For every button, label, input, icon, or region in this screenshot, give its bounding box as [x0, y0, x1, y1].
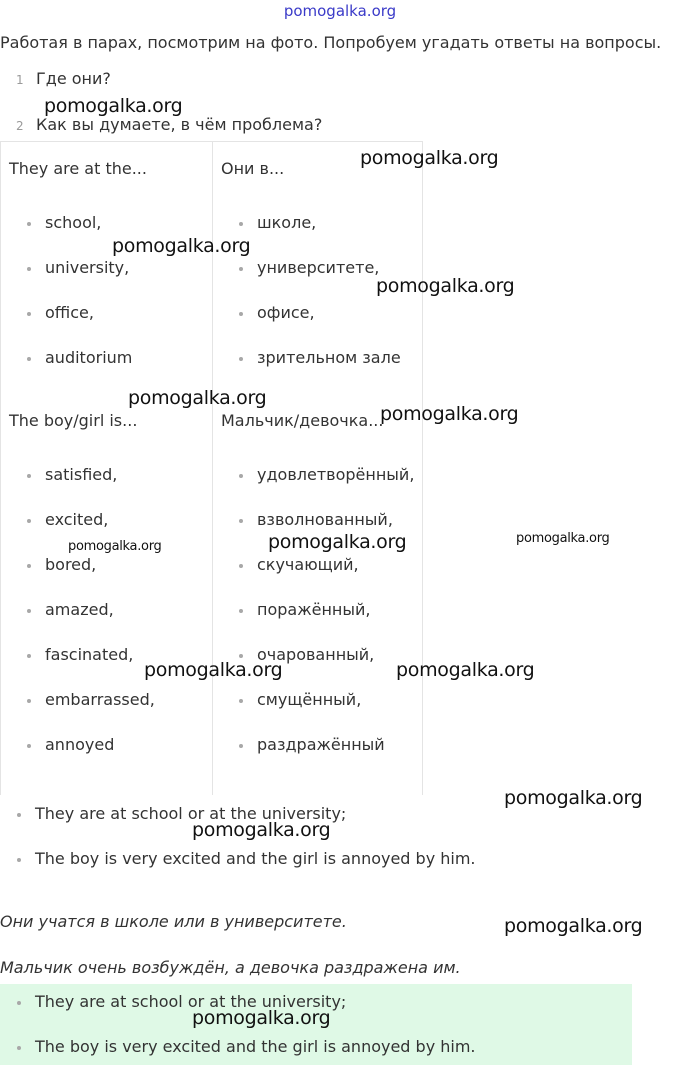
- intro-text: Работая в парах, посмотрим на фото. Попробуем угадать ответы на вопросы.: [0, 33, 662, 52]
- watermark: pomogalka.org: [268, 531, 407, 553]
- highlight-answer-item: The boy is very excited and the girl is annoyed by him.: [35, 1037, 476, 1056]
- question-1: [16, 69, 111, 88]
- places-en-item: auditorium: [45, 348, 133, 367]
- places-ru-item: школе,: [257, 213, 317, 232]
- places-en-item: office,: [45, 303, 94, 322]
- places-en-item: school,: [45, 213, 102, 232]
- watermark: pomogalka.org: [516, 531, 610, 546]
- answer-item: The boy is very excited and the girl is annoyed by him.: [35, 849, 476, 868]
- feelings-ru-heading: Мальчик/девочка...: [221, 411, 384, 430]
- site-header-link[interactable]: pomogalka.org: [283, 2, 397, 20]
- feelings-en-item: excited,: [45, 510, 109, 529]
- places-ru-item: зрительном зале: [257, 348, 401, 367]
- translation-line: Они учатся в школе или в университете.: [0, 912, 347, 931]
- highlight-answer-item: They are at school or at the university;: [35, 992, 347, 1011]
- watermark: pomogalka.org: [192, 1007, 331, 1029]
- question-text: Как вы думаете, в чём проблема?: [36, 115, 323, 134]
- feelings-en-item: amazed,: [45, 600, 114, 619]
- watermark: pomogalka.org: [144, 659, 283, 681]
- feelings-ru-item: удовлетворённый,: [257, 465, 415, 484]
- places-ru-heading: Они в...: [221, 159, 285, 178]
- feelings-en-item: embarrassed,: [45, 690, 155, 709]
- watermark: pomogalka.org: [44, 95, 183, 117]
- feelings-en-item: annoyed: [45, 735, 115, 754]
- places-en-heading: They are at the...: [9, 159, 147, 178]
- answer-item: They are at school or at the university;: [35, 804, 347, 823]
- watermark: pomogalka.org: [380, 403, 519, 425]
- watermark: pomogalka.org: [68, 539, 162, 554]
- question-number: 1: [16, 73, 24, 87]
- places-en-item: university,: [45, 258, 130, 277]
- question-text: Где они?: [36, 69, 111, 88]
- feelings-ru-item: поражённый,: [257, 600, 371, 619]
- feelings-ru-item: смущённый,: [257, 690, 362, 709]
- feelings-en-item: satisfied,: [45, 465, 118, 484]
- watermark: pomogalka.org: [192, 819, 331, 841]
- places-ru-item: университете,: [257, 258, 380, 277]
- watermark: pomogalka.org: [504, 915, 643, 937]
- feelings-en-heading: The boy/girl is...: [9, 411, 138, 430]
- places-ru-item: офисе,: [257, 303, 315, 322]
- feelings-ru-item: скучающий,: [257, 555, 359, 574]
- watermark: pomogalka.org: [504, 787, 643, 809]
- feelings-ru-item: взволнованный,: [257, 510, 393, 529]
- feelings-en-item: bored,: [45, 555, 97, 574]
- watermark: pomogalka.org: [376, 275, 515, 297]
- feelings-ru-item: очарованный,: [257, 645, 375, 664]
- question-2: [16, 115, 322, 134]
- watermark: pomogalka.org: [112, 235, 251, 257]
- translation-line: Мальчик очень возбуждён, а девочка раздражена им.: [0, 958, 461, 977]
- feelings-ru-item: раздражённый: [257, 735, 385, 754]
- feelings-en-item: fascinated,: [45, 645, 134, 664]
- watermark: pomogalka.org: [396, 659, 535, 681]
- watermark: pomogalka.org: [128, 387, 267, 409]
- watermark: pomogalka.org: [360, 147, 499, 169]
- question-number: 2: [16, 119, 24, 133]
